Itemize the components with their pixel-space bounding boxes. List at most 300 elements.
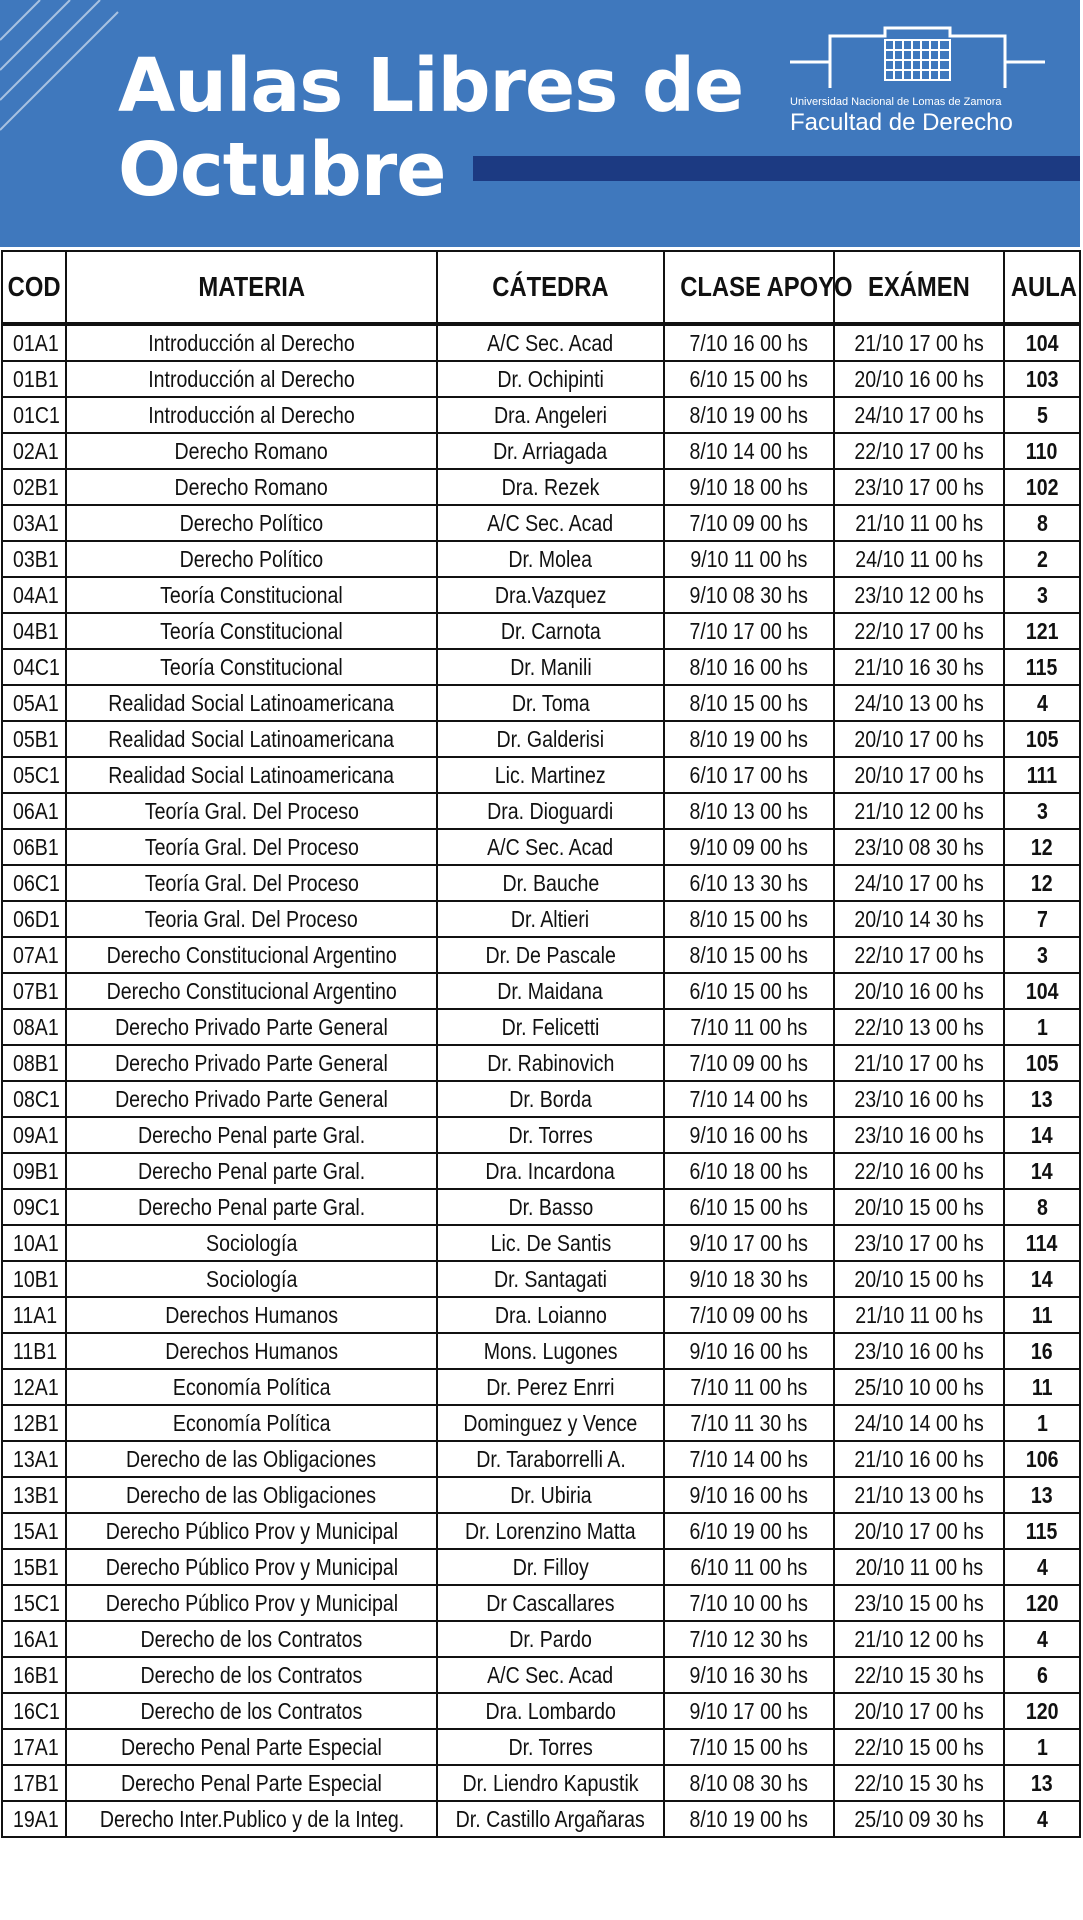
clase-apoyo-cell: 9/10 16 00 hs xyxy=(664,1333,834,1369)
table-row xyxy=(2,1045,1080,1081)
catedra-cell: Dra. Incardona xyxy=(437,1153,664,1189)
table-row xyxy=(2,1153,1080,1189)
materia-cell: Teoría Constitucional xyxy=(66,577,437,613)
clase-apoyo-cell: 8/10 15 00 hs xyxy=(664,901,834,937)
catedra-cell: A/C Sec. Acad xyxy=(437,324,664,361)
catedra-cell: Dr. Pardo xyxy=(437,1621,664,1657)
cod-cell: 01A1 xyxy=(2,324,66,361)
cod-cell: 05A1 xyxy=(2,685,66,721)
examen-cell: 23/10 16 00 hs xyxy=(834,1117,1004,1153)
cod-cell: 04A1 xyxy=(2,577,66,613)
cod-cell: 05B1 xyxy=(2,721,66,757)
table-row xyxy=(2,1081,1080,1117)
aula-cell: 115 xyxy=(1004,649,1080,685)
examen-cell: 21/10 12 00 hs xyxy=(834,1621,1004,1657)
table-row xyxy=(2,937,1080,973)
materia-cell: Sociología xyxy=(66,1225,437,1261)
table-row xyxy=(2,1657,1080,1693)
catedra-cell: Mons. Lugones xyxy=(437,1333,664,1369)
examen-cell: 20/10 16 00 hs xyxy=(834,973,1004,1009)
cod-cell: 02A1 xyxy=(2,433,66,469)
materia-cell: Derecho de las Obligaciones xyxy=(66,1477,437,1513)
materia-cell: Derecho Constitucional Argentino xyxy=(66,937,437,973)
materia-cell: Introducción al Derecho xyxy=(66,397,437,433)
examen-cell: 23/10 12 00 hs xyxy=(834,577,1004,613)
table-row xyxy=(2,829,1080,865)
catedra-cell: Dr. Borda xyxy=(437,1081,664,1117)
examen-cell: 24/10 17 00 hs xyxy=(834,397,1004,433)
table-row xyxy=(2,1189,1080,1225)
table-row xyxy=(2,1765,1080,1801)
table-row xyxy=(2,433,1080,469)
materia-cell: Realidad Social Latinoamericana xyxy=(66,685,437,721)
catedra-cell: Dr. Rabinovich xyxy=(437,1045,664,1081)
cod-cell: 12A1 xyxy=(2,1369,66,1405)
header-banner xyxy=(0,0,1080,247)
table-row xyxy=(2,1117,1080,1153)
aula-cell: 13 xyxy=(1004,1081,1080,1117)
catedra-cell: Dr. Galderisi xyxy=(437,721,664,757)
clase-apoyo-cell: 6/10 15 00 hs xyxy=(664,1189,834,1225)
examen-cell: 20/10 17 00 hs xyxy=(834,757,1004,793)
accent-bar xyxy=(473,156,1080,181)
table-row xyxy=(2,973,1080,1009)
examen-cell: 24/10 17 00 hs xyxy=(834,865,1004,901)
clase-apoyo-cell: 7/10 16 00 hs xyxy=(664,324,834,361)
table-row xyxy=(2,1513,1080,1549)
table-row xyxy=(2,1477,1080,1513)
table-row xyxy=(2,1261,1080,1297)
clase-apoyo-cell: 8/10 19 00 hs xyxy=(664,397,834,433)
cod-cell: 09B1 xyxy=(2,1153,66,1189)
materia-cell: Derecho Político xyxy=(66,505,437,541)
cod-cell: 04C1 xyxy=(2,649,66,685)
aula-cell: 3 xyxy=(1004,937,1080,973)
catedra-cell: Dr. Liendro Kapustik xyxy=(437,1765,664,1801)
examen-cell: 23/10 16 00 hs xyxy=(834,1081,1004,1117)
table-row xyxy=(2,397,1080,433)
materia-cell: Realidad Social Latinoamericana xyxy=(66,721,437,757)
cod-cell: 05C1 xyxy=(2,757,66,793)
clase-apoyo-cell: 8/10 13 00 hs xyxy=(664,793,834,829)
clase-apoyo-cell: 6/10 15 00 hs xyxy=(664,361,834,397)
materia-cell: Sociología xyxy=(66,1261,437,1297)
aula-cell: 4 xyxy=(1004,1801,1080,1837)
table-row xyxy=(2,1441,1080,1477)
column-header-materia: MATERIA xyxy=(66,251,437,324)
column-header-aula: AULA xyxy=(1004,251,1080,324)
aula-cell: 106 xyxy=(1004,1441,1080,1477)
table-row xyxy=(2,1729,1080,1765)
materia-cell: Derecho Privado Parte General xyxy=(66,1081,437,1117)
table-row xyxy=(2,757,1080,793)
cod-cell: 17A1 xyxy=(2,1729,66,1765)
catedra-cell: Dr. Bauche xyxy=(437,865,664,901)
university-name: Universidad Nacional de Lomas de Zamora xyxy=(790,96,1002,108)
cod-cell: 15B1 xyxy=(2,1549,66,1585)
cod-cell: 08C1 xyxy=(2,1081,66,1117)
materia-cell: Derecho Privado Parte General xyxy=(66,1045,437,1081)
clase-apoyo-cell: 9/10 09 00 hs xyxy=(664,829,834,865)
examen-cell: 20/10 17 00 hs xyxy=(834,1513,1004,1549)
clase-apoyo-cell: 8/10 14 00 hs xyxy=(664,433,834,469)
table-row xyxy=(2,1801,1080,1837)
aula-cell: 2 xyxy=(1004,541,1080,577)
materia-cell: Economía Política xyxy=(66,1405,437,1441)
clase-apoyo-cell: 7/10 15 00 hs xyxy=(664,1729,834,1765)
aula-cell: 4 xyxy=(1004,1621,1080,1657)
examen-cell: 23/10 17 00 hs xyxy=(834,1225,1004,1261)
table-row xyxy=(2,577,1080,613)
examen-cell: 22/10 15 30 hs xyxy=(834,1765,1004,1801)
materia-cell: Derecho Público Prov y Municipal xyxy=(66,1549,437,1585)
aula-cell: 8 xyxy=(1004,505,1080,541)
aula-cell: 12 xyxy=(1004,829,1080,865)
examen-cell: 21/10 11 00 hs xyxy=(834,1297,1004,1333)
materia-cell: Derechos Humanos xyxy=(66,1297,437,1333)
table-row xyxy=(2,324,1080,361)
clase-apoyo-cell: 6/10 13 30 hs xyxy=(664,865,834,901)
table-row xyxy=(2,865,1080,901)
cod-cell: 07A1 xyxy=(2,937,66,973)
clase-apoyo-cell: 8/10 19 00 hs xyxy=(664,721,834,757)
materia-cell: Derecho Romano xyxy=(66,469,437,505)
clase-apoyo-cell: 9/10 16 30 hs xyxy=(664,1657,834,1693)
catedra-cell: Dr. Torres xyxy=(437,1117,664,1153)
aula-cell: 16 xyxy=(1004,1333,1080,1369)
materia-cell: Derechos Humanos xyxy=(66,1333,437,1369)
materia-cell: Derecho Penal parte Gral. xyxy=(66,1189,437,1225)
catedra-cell: Dra. Rezek xyxy=(437,469,664,505)
materia-cell: Derecho de los Contratos xyxy=(66,1693,437,1729)
aula-cell: 11 xyxy=(1004,1297,1080,1333)
clase-apoyo-cell: 7/10 09 00 hs xyxy=(664,1045,834,1081)
aula-cell: 105 xyxy=(1004,721,1080,757)
aula-cell: 120 xyxy=(1004,1585,1080,1621)
examen-cell: 22/10 16 00 hs xyxy=(834,1153,1004,1189)
aula-cell: 6 xyxy=(1004,1657,1080,1693)
catedra-cell: Dra. Lombardo xyxy=(437,1693,664,1729)
catedra-cell: Dr. Ubiria xyxy=(437,1477,664,1513)
catedra-cell: Lic. De Santis xyxy=(437,1225,664,1261)
table-row xyxy=(2,613,1080,649)
table-body xyxy=(2,324,1080,1837)
catedra-cell: Dr. Filloy xyxy=(437,1549,664,1585)
cod-cell: 10A1 xyxy=(2,1225,66,1261)
examen-cell: 22/10 17 00 hs xyxy=(834,433,1004,469)
examen-cell: 21/10 16 30 hs xyxy=(834,649,1004,685)
aula-cell: 3 xyxy=(1004,793,1080,829)
table-header-row xyxy=(2,251,1080,324)
examen-cell: 20/10 15 00 hs xyxy=(834,1189,1004,1225)
table-row xyxy=(2,1405,1080,1441)
materia-cell: Derecho de los Contratos xyxy=(66,1657,437,1693)
classrooms-table xyxy=(1,250,1081,1838)
aula-cell: 8 xyxy=(1004,1189,1080,1225)
table-row xyxy=(2,1693,1080,1729)
column-header-clase-apoyo: CLASE APOYO xyxy=(664,251,834,324)
cod-cell: 13A1 xyxy=(2,1441,66,1477)
clase-apoyo-cell: 7/10 14 00 hs xyxy=(664,1441,834,1477)
catedra-cell: Lic. Martinez xyxy=(437,757,664,793)
materia-cell: Derecho Penal parte Gral. xyxy=(66,1117,437,1153)
materia-cell: Teoría Gral. Del Proceso xyxy=(66,829,437,865)
examen-cell: 24/10 14 00 hs xyxy=(834,1405,1004,1441)
aula-cell: 115 xyxy=(1004,1513,1080,1549)
catedra-cell: Dr. De Pascale xyxy=(437,937,664,973)
examen-cell: 20/10 17 00 hs xyxy=(834,721,1004,757)
materia-cell: Derecho Político xyxy=(66,541,437,577)
aula-cell: 120 xyxy=(1004,1693,1080,1729)
catedra-cell: A/C Sec. Acad xyxy=(437,505,664,541)
cod-cell: 19A1 xyxy=(2,1801,66,1837)
catedra-cell: Dr. Perez Enrri xyxy=(437,1369,664,1405)
examen-cell: 21/10 11 00 hs xyxy=(834,505,1004,541)
aula-cell: 11 xyxy=(1004,1369,1080,1405)
materia-cell: Derecho Inter.Publico y de la Integ. xyxy=(66,1801,437,1837)
aula-cell: 14 xyxy=(1004,1153,1080,1189)
catedra-cell: Dr. Torres xyxy=(437,1729,664,1765)
table-row xyxy=(2,1009,1080,1045)
materia-cell: Introducción al Derecho xyxy=(66,324,437,361)
cod-cell: 16A1 xyxy=(2,1621,66,1657)
aula-cell: 105 xyxy=(1004,1045,1080,1081)
table-row xyxy=(2,361,1080,397)
clase-apoyo-cell: 9/10 11 00 hs xyxy=(664,541,834,577)
catedra-cell: Dr. Maidana xyxy=(437,973,664,1009)
table-row xyxy=(2,1225,1080,1261)
cod-cell: 06C1 xyxy=(2,865,66,901)
title-line-1: Aulas Libres de xyxy=(118,43,744,129)
title-line-2: Octubre xyxy=(118,127,446,213)
clase-apoyo-cell: 8/10 08 30 hs xyxy=(664,1765,834,1801)
diagonal-lines-decoration xyxy=(0,0,130,140)
aula-cell: 13 xyxy=(1004,1477,1080,1513)
cod-cell: 09C1 xyxy=(2,1189,66,1225)
catedra-cell: Dr. Manili xyxy=(437,649,664,685)
cod-cell: 10B1 xyxy=(2,1261,66,1297)
clase-apoyo-cell: 6/10 11 00 hs xyxy=(664,1549,834,1585)
examen-cell: 25/10 09 30 hs xyxy=(834,1801,1004,1837)
cod-cell: 01C1 xyxy=(2,397,66,433)
cod-cell: 02B1 xyxy=(2,469,66,505)
aula-cell: 12 xyxy=(1004,865,1080,901)
column-header-cod: COD xyxy=(2,251,66,324)
table-row xyxy=(2,1585,1080,1621)
aula-cell: 102 xyxy=(1004,469,1080,505)
cod-cell: 03B1 xyxy=(2,541,66,577)
examen-cell: 22/10 17 00 hs xyxy=(834,613,1004,649)
clase-apoyo-cell: 6/10 19 00 hs xyxy=(664,1513,834,1549)
examen-cell: 22/10 17 00 hs xyxy=(834,937,1004,973)
faculty-name: Facultad de Derecho xyxy=(790,109,1013,136)
table-row xyxy=(2,1369,1080,1405)
examen-cell: 21/10 13 00 hs xyxy=(834,1477,1004,1513)
cod-cell: 06D1 xyxy=(2,901,66,937)
aula-cell: 104 xyxy=(1004,324,1080,361)
examen-cell: 20/10 16 00 hs xyxy=(834,361,1004,397)
cod-cell: 08A1 xyxy=(2,1009,66,1045)
catedra-cell: Dr. Lorenzino Matta xyxy=(437,1513,664,1549)
university-building-icon xyxy=(790,26,1045,94)
materia-cell: Derecho Penal Parte Especial xyxy=(66,1729,437,1765)
clase-apoyo-cell: 7/10 11 30 hs xyxy=(664,1405,834,1441)
aula-cell: 4 xyxy=(1004,685,1080,721)
catedra-cell: Dr. Taraborrelli A. xyxy=(437,1441,664,1477)
aula-cell: 5 xyxy=(1004,397,1080,433)
materia-cell: Realidad Social Latinoamericana xyxy=(66,757,437,793)
aula-cell: 14 xyxy=(1004,1261,1080,1297)
table-row xyxy=(2,1621,1080,1657)
cod-cell: 04B1 xyxy=(2,613,66,649)
table-row xyxy=(2,505,1080,541)
aula-cell: 103 xyxy=(1004,361,1080,397)
clase-apoyo-cell: 7/10 12 30 hs xyxy=(664,1621,834,1657)
table-row xyxy=(2,1333,1080,1369)
clase-apoyo-cell: 9/10 17 00 hs xyxy=(664,1693,834,1729)
clase-apoyo-cell: 7/10 17 00 hs xyxy=(664,613,834,649)
cod-cell: 11B1 xyxy=(2,1333,66,1369)
materia-cell: Teoría Gral. Del Proceso xyxy=(66,793,437,829)
cod-cell: 11A1 xyxy=(2,1297,66,1333)
cod-cell: 06A1 xyxy=(2,793,66,829)
materia-cell: Derecho Romano xyxy=(66,433,437,469)
table-row xyxy=(2,649,1080,685)
materia-cell: Teoría Constitucional xyxy=(66,613,437,649)
examen-cell: 21/10 17 00 hs xyxy=(834,1045,1004,1081)
catedra-cell: Dra. Dioguardi xyxy=(437,793,664,829)
faculty-logo xyxy=(790,26,1045,136)
cod-cell: 16B1 xyxy=(2,1657,66,1693)
aula-cell: 7 xyxy=(1004,901,1080,937)
catedra-cell: Dr. Santagati xyxy=(437,1261,664,1297)
table-row xyxy=(2,469,1080,505)
column-header-examen: EXÁMEN xyxy=(834,251,1004,324)
clase-apoyo-cell: 8/10 16 00 hs xyxy=(664,649,834,685)
cod-cell: 01B1 xyxy=(2,361,66,397)
materia-cell: Derecho Penal parte Gral. xyxy=(66,1153,437,1189)
materia-cell: Derecho Público Prov y Municipal xyxy=(66,1513,437,1549)
examen-cell: 20/10 15 00 hs xyxy=(834,1261,1004,1297)
materia-cell: Economía Política xyxy=(66,1369,437,1405)
examen-cell: 20/10 14 30 hs xyxy=(834,901,1004,937)
table-row xyxy=(2,685,1080,721)
table-row xyxy=(2,901,1080,937)
cod-cell: 06B1 xyxy=(2,829,66,865)
clase-apoyo-cell: 8/10 15 00 hs xyxy=(664,937,834,973)
catedra-cell: Dr. Molea xyxy=(437,541,664,577)
aula-cell: 111 xyxy=(1004,757,1080,793)
examen-cell: 25/10 10 00 hs xyxy=(834,1369,1004,1405)
clase-apoyo-cell: 9/10 08 30 hs xyxy=(664,577,834,613)
aula-cell: 3 xyxy=(1004,577,1080,613)
examen-cell: 20/10 11 00 hs xyxy=(834,1549,1004,1585)
cod-cell: 07B1 xyxy=(2,973,66,1009)
catedra-cell: Dr. Carnota xyxy=(437,613,664,649)
clase-apoyo-cell: 6/10 15 00 hs xyxy=(664,973,834,1009)
aula-cell: 1 xyxy=(1004,1729,1080,1765)
clase-apoyo-cell: 7/10 10 00 hs xyxy=(664,1585,834,1621)
catedra-cell: A/C Sec. Acad xyxy=(437,1657,664,1693)
cod-cell: 12B1 xyxy=(2,1405,66,1441)
catedra-cell: Dra.Vazquez xyxy=(437,577,664,613)
materia-cell: Derecho de las Obligaciones xyxy=(66,1441,437,1477)
clase-apoyo-cell: 8/10 19 00 hs xyxy=(664,1801,834,1837)
catedra-cell: Dr. Castillo Argañaras xyxy=(437,1801,664,1837)
catedra-cell: Dr. Toma xyxy=(437,685,664,721)
clase-apoyo-cell: 6/10 17 00 hs xyxy=(664,757,834,793)
clase-apoyo-cell: 7/10 14 00 hs xyxy=(664,1081,834,1117)
clase-apoyo-cell: 8/10 15 00 hs xyxy=(664,685,834,721)
clase-apoyo-cell: 6/10 18 00 hs xyxy=(664,1153,834,1189)
materia-cell: Derecho Constitucional Argentino xyxy=(66,973,437,1009)
catedra-cell: Dr Cascallares xyxy=(437,1585,664,1621)
clase-apoyo-cell: 9/10 18 30 hs xyxy=(664,1261,834,1297)
materia-cell: Derecho Público Prov y Municipal xyxy=(66,1585,437,1621)
materia-cell: Teoría Constitucional xyxy=(66,649,437,685)
aula-cell: 114 xyxy=(1004,1225,1080,1261)
examen-cell: 22/10 15 00 hs xyxy=(834,1729,1004,1765)
catedra-cell: Dr. Arriagada xyxy=(437,433,664,469)
clase-apoyo-cell: 7/10 09 00 hs xyxy=(664,1297,834,1333)
catedra-cell: Dra. Loianno xyxy=(437,1297,664,1333)
aula-cell: 13 xyxy=(1004,1765,1080,1801)
examen-cell: 21/10 16 00 hs xyxy=(834,1441,1004,1477)
clase-apoyo-cell: 9/10 16 00 hs xyxy=(664,1477,834,1513)
examen-cell: 24/10 11 00 hs xyxy=(834,541,1004,577)
table-row xyxy=(2,793,1080,829)
examen-cell: 21/10 12 00 hs xyxy=(834,793,1004,829)
cod-cell: 15C1 xyxy=(2,1585,66,1621)
page-title xyxy=(118,44,743,212)
aula-cell: 14 xyxy=(1004,1117,1080,1153)
classrooms-table-container xyxy=(0,250,1080,1838)
materia-cell: Derecho Penal Parte Especial xyxy=(66,1765,437,1801)
table-row xyxy=(2,1549,1080,1585)
aula-cell: 104 xyxy=(1004,973,1080,1009)
examen-cell: 23/10 16 00 hs xyxy=(834,1333,1004,1369)
materia-cell: Teoria Gral. Del Proceso xyxy=(66,901,437,937)
catedra-cell: Dr. Felicetti xyxy=(437,1009,664,1045)
catedra-cell: Dr. Altieri xyxy=(437,901,664,937)
clase-apoyo-cell: 9/10 16 00 hs xyxy=(664,1117,834,1153)
clase-apoyo-cell: 7/10 11 00 hs xyxy=(664,1009,834,1045)
materia-cell: Derecho de los Contratos xyxy=(66,1621,437,1657)
cod-cell: 08B1 xyxy=(2,1045,66,1081)
table-row xyxy=(2,1297,1080,1333)
examen-cell: 22/10 15 30 hs xyxy=(834,1657,1004,1693)
examen-cell: 22/10 13 00 hs xyxy=(834,1009,1004,1045)
clase-apoyo-cell: 9/10 17 00 hs xyxy=(664,1225,834,1261)
cod-cell: 16C1 xyxy=(2,1693,66,1729)
clase-apoyo-cell: 9/10 18 00 hs xyxy=(664,469,834,505)
table-row xyxy=(2,721,1080,757)
column-header-catedra: CÁTEDRA xyxy=(437,251,664,324)
materia-cell: Derecho Privado Parte General xyxy=(66,1009,437,1045)
examen-cell: 20/10 17 00 hs xyxy=(834,1693,1004,1729)
aula-cell: 121 xyxy=(1004,613,1080,649)
examen-cell: 24/10 13 00 hs xyxy=(834,685,1004,721)
aula-cell: 1 xyxy=(1004,1405,1080,1441)
table-row xyxy=(2,541,1080,577)
clase-apoyo-cell: 7/10 11 00 hs xyxy=(664,1369,834,1405)
cod-cell: 17B1 xyxy=(2,1765,66,1801)
cod-cell: 13B1 xyxy=(2,1477,66,1513)
aula-cell: 4 xyxy=(1004,1549,1080,1585)
aula-cell: 110 xyxy=(1004,433,1080,469)
examen-cell: 23/10 15 00 hs xyxy=(834,1585,1004,1621)
aula-cell: 1 xyxy=(1004,1009,1080,1045)
